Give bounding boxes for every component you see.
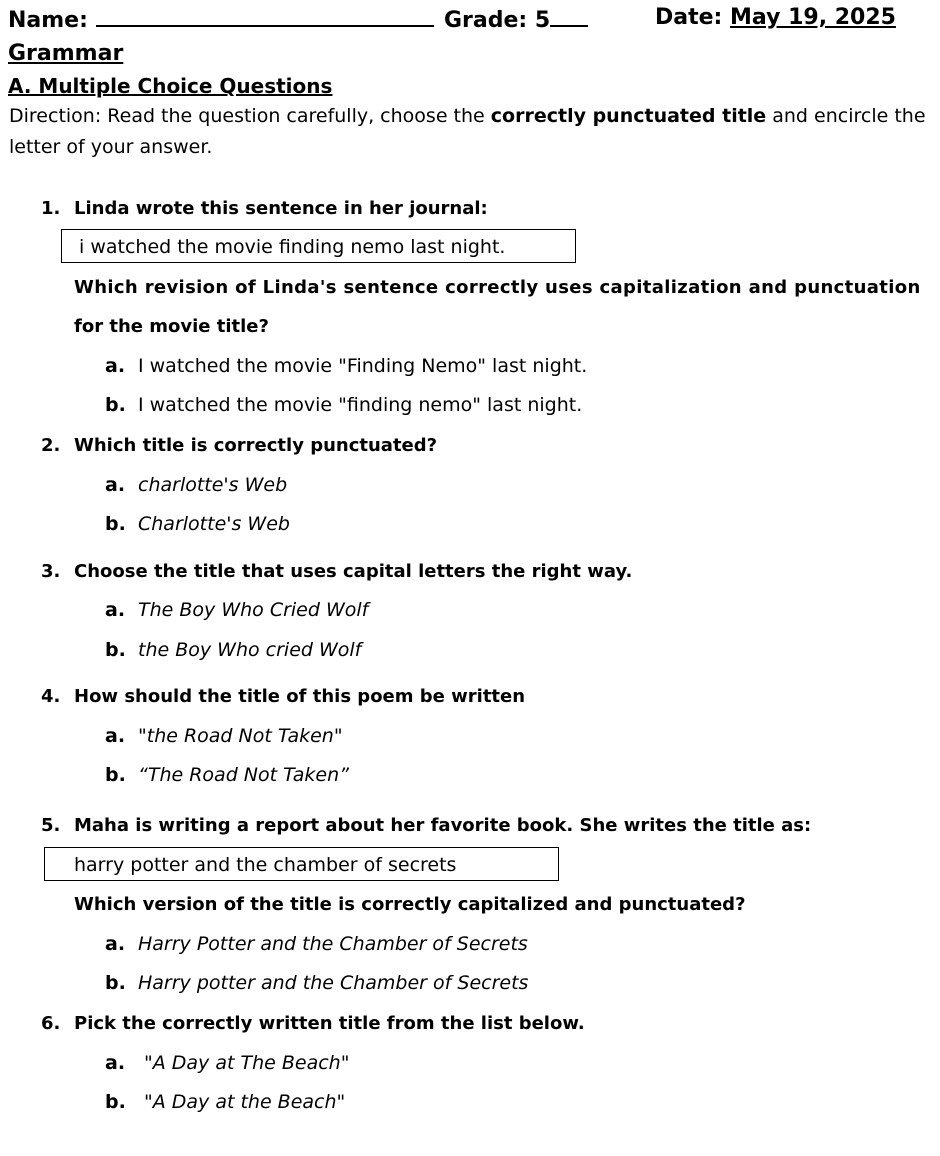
section-title: A. Multiple Choice Questions [8,74,333,98]
question-followup: for the movie title? [74,316,269,337]
subject-title: Grammar [8,41,124,66]
option-label: b. [105,639,126,661]
option-label: b. [105,972,126,994]
option-text: Harry Potter and the Chamber of Secrets [138,933,528,955]
option-a[interactable] [105,1052,349,1074]
boxed-title: harry potter and the chamber of secrets [44,847,559,881]
question-5 [41,815,811,836]
option-a[interactable] [105,355,587,377]
direction-suffix: and encircle the letter of your answer. [9,105,926,158]
question-text: Maha is writing a report about her favorite book. She writes the title as: [74,815,812,836]
direction-text [9,101,929,163]
question-text: Pick the correctly written title from the list below. [74,1013,585,1034]
question-followup: Which revision of Linda's sentence correctly uses capitalization and punctuation [74,277,921,298]
name-blank[interactable] [96,5,434,27]
question-number: 5. [41,815,61,836]
option-label: a. [105,599,126,621]
name-label: Name: [8,8,88,33]
option-b[interactable] [105,513,290,535]
grade-field [444,5,588,33]
question-6 [41,1013,585,1034]
option-label: a. [105,933,126,955]
option-label: a. [105,725,126,747]
question-2 [41,435,437,456]
option-text: “The Road Not Taken” [138,764,349,786]
option-b[interactable] [105,394,582,416]
question-number: 6. [41,1013,61,1034]
option-label: b. [105,394,126,416]
option-b[interactable] [105,972,528,994]
option-a[interactable] [105,725,343,747]
option-b[interactable] [105,1091,345,1113]
question-text: Linda wrote this sentence in her journal: [74,198,488,219]
grade-label: Grade: [444,8,528,33]
option-a[interactable] [105,474,287,496]
option-text: Harry potter and the Chamber of Secrets [138,972,529,994]
question-followup: Which version of the title is correctly capitalized and punctuated? [74,894,746,915]
direction-emphasis: correctly punctuated title [490,105,767,127]
name-field [8,5,434,33]
option-label: b. [105,1091,126,1113]
option-text: I watched the movie "finding nemo" last night. [138,394,583,416]
option-b[interactable] [105,764,349,786]
date-field [655,5,896,30]
direction-prefix: Direction: Read the question carefully, choose the [9,105,491,127]
option-a[interactable] [105,933,528,955]
option-text: "the Road Not Taken" [138,725,343,747]
boxed-sentence: i watched the movie finding nemo last night. [61,229,576,263]
option-text: "A Day at The Beach" [144,1052,350,1074]
option-label: a. [105,1052,126,1074]
question-text: How should the title of this poem be written [74,686,526,707]
option-a[interactable] [105,599,368,621]
option-text: I watched the movie "Finding Nemo" last night. [138,355,588,377]
question-1 [41,198,488,219]
date-value: May 19, 2025 [730,5,896,30]
question-number: 2. [41,435,61,456]
question-3 [41,561,632,582]
option-text: The Boy Who Cried Wolf [138,599,369,621]
question-text: Choose the title that uses capital letters the right way. [74,561,633,582]
option-text: charlotte's Web [138,474,288,496]
option-label: a. [105,474,126,496]
question-4 [41,686,525,707]
option-text: the Boy Who cried Wolf [138,639,362,661]
question-number: 3. [41,561,61,582]
question-number: 4. [41,686,61,707]
date-label: Date: [655,5,723,30]
option-label: b. [105,764,126,786]
option-text: Charlotte's Web [138,513,290,535]
option-label: a. [105,355,126,377]
question-text: Which title is correctly punctuated? [74,435,438,456]
grade-value: 5 [534,8,551,33]
option-b[interactable] [105,639,361,661]
option-text: "A Day at the Beach" [144,1091,346,1113]
option-label: b. [105,513,126,535]
grade-blank[interactable] [550,5,588,27]
question-number: 1. [41,198,61,219]
